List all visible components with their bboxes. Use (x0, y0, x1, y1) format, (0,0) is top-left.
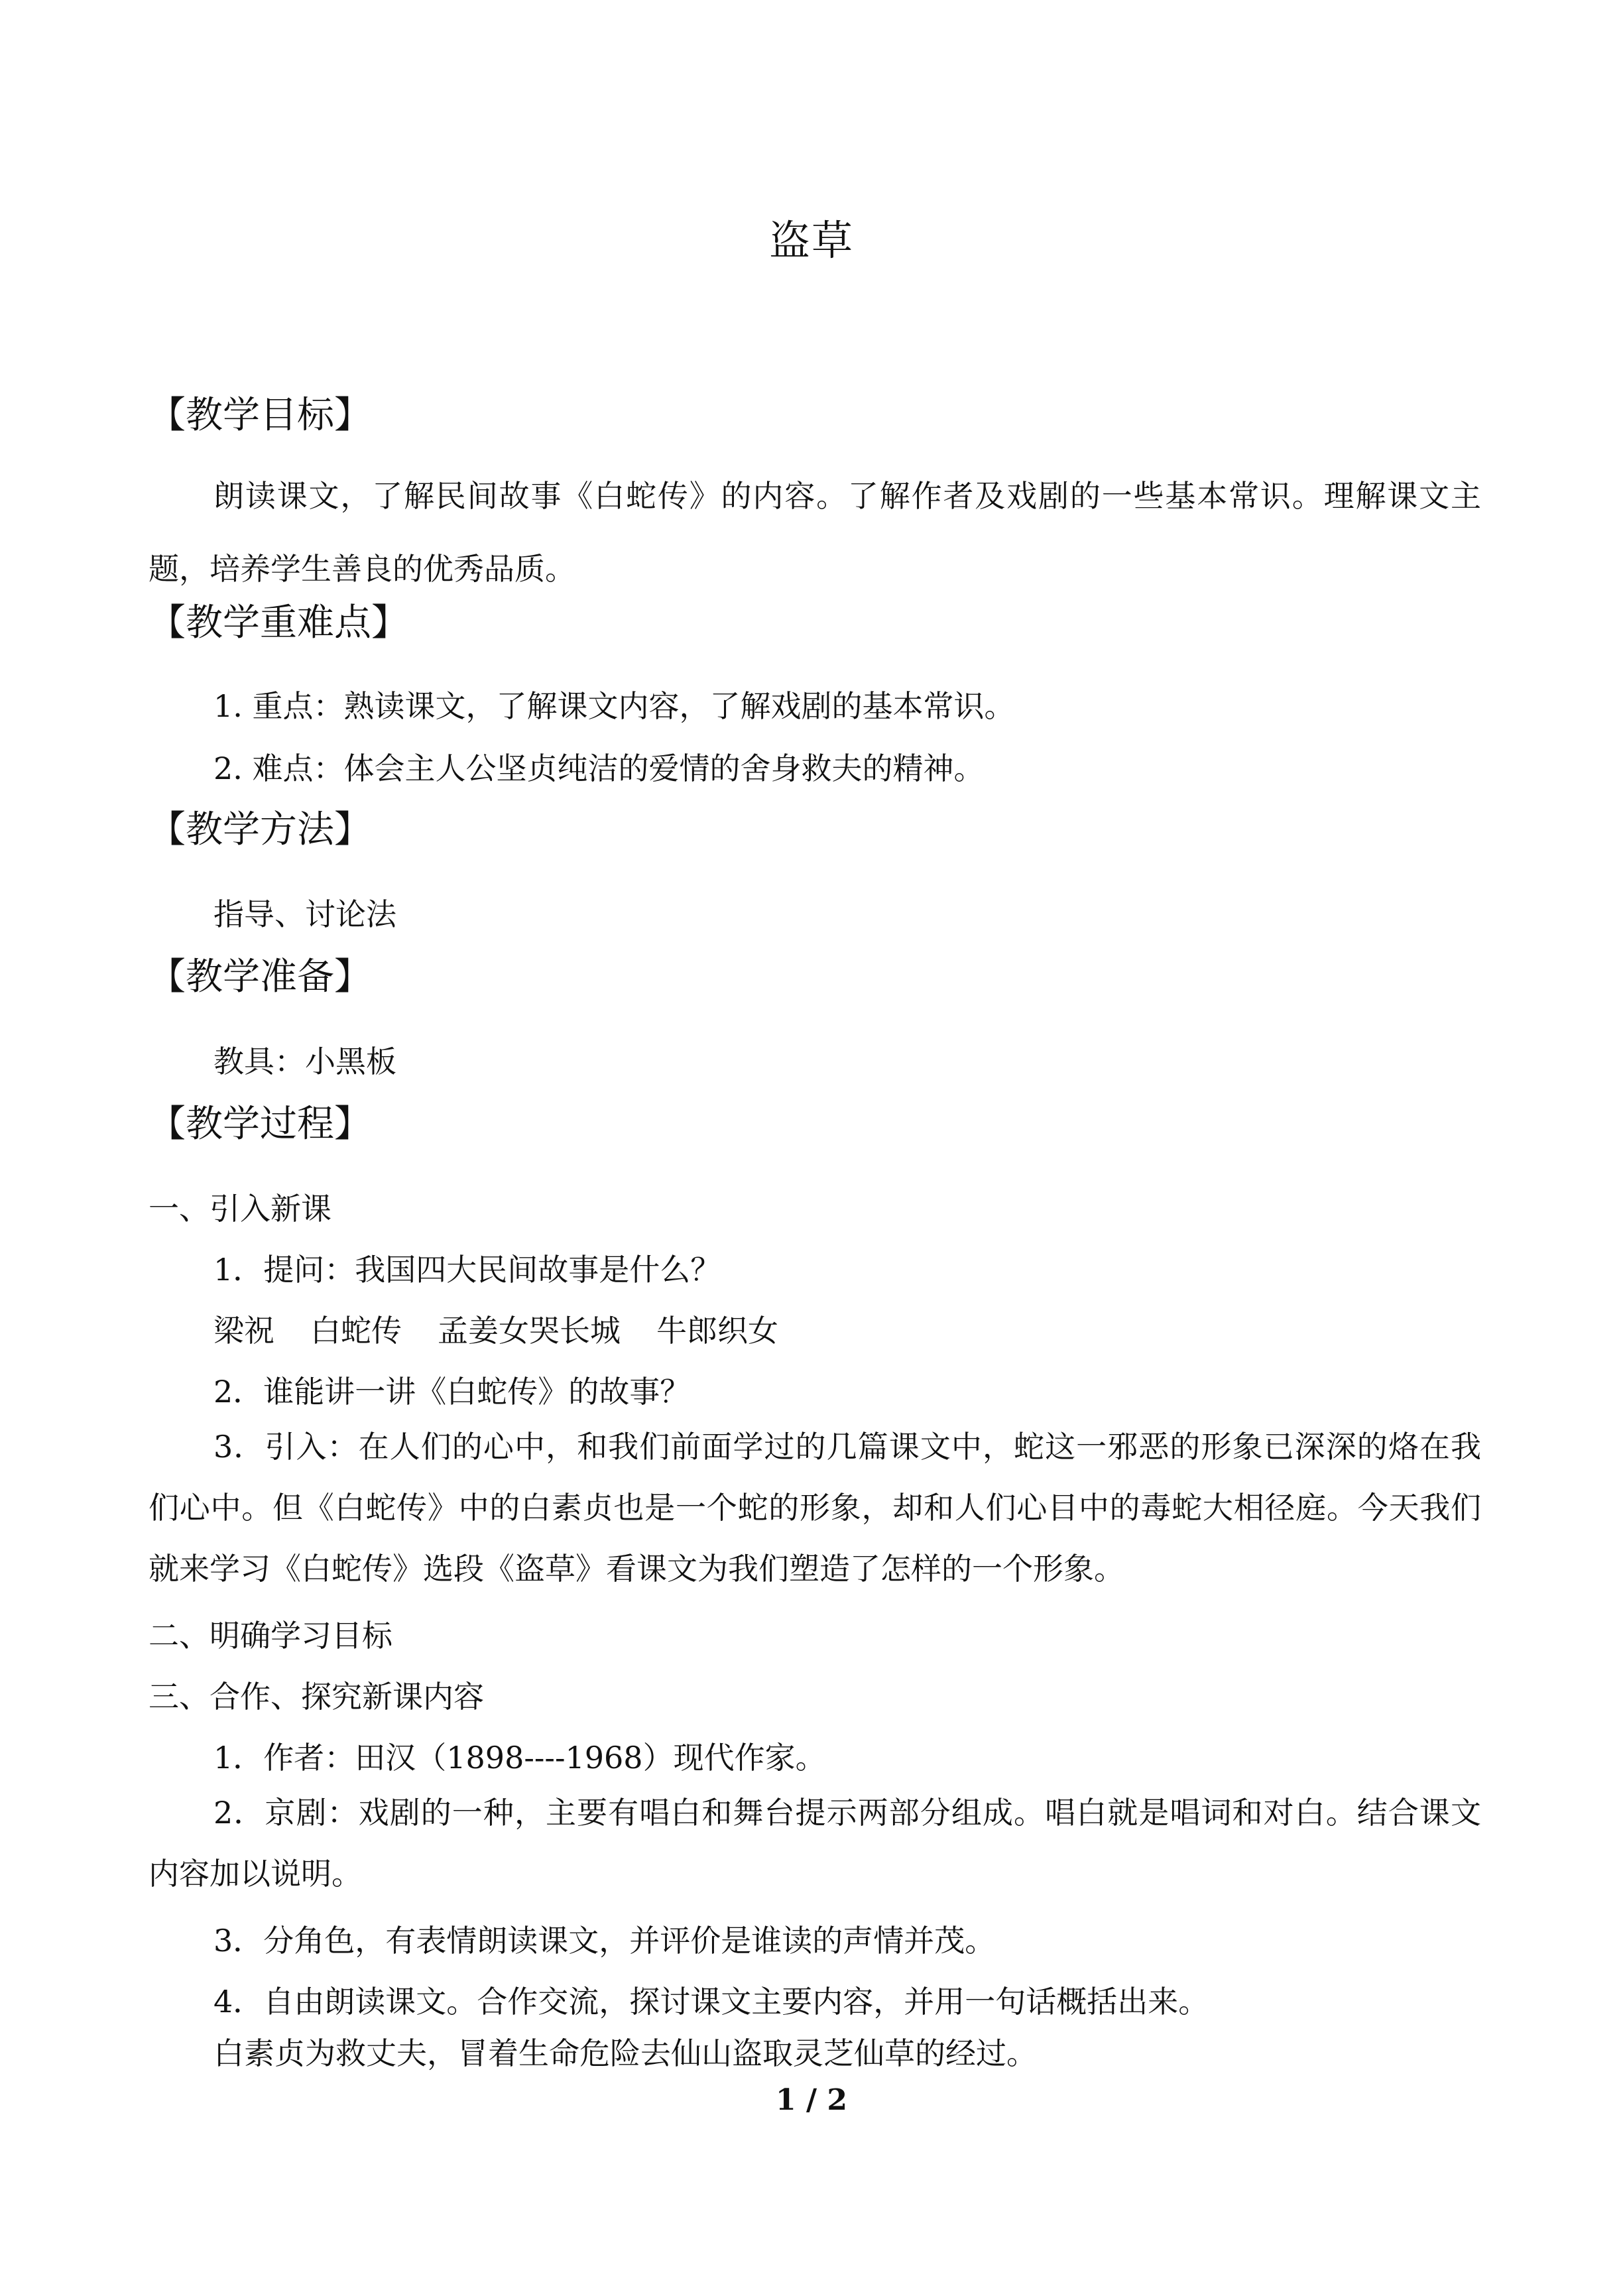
folk-tale-1: 梁祝 (213, 1313, 274, 1349)
heading-teaching-methods: 【教学方法】 (149, 808, 371, 851)
process-part3-item2: 2．京剧：戏剧的一种，主要有唱白和舞台提示两部分组成。唱白就是唱词和对白。结合课文内容加以说明。 (149, 1795, 1481, 1892)
process-part3-item3: 3．分角色，有表情朗读课文，并评价是谁读的声情并茂。 (213, 1923, 996, 1959)
process-part1-q2: 2．谁能讲一讲《白蛇传》的故事？ (213, 1374, 691, 1410)
folk-tale-3: 孟姜女哭长城 (438, 1313, 621, 1349)
process-part1-q1: 1．提问：我国四大民间故事是什么？ (213, 1252, 721, 1288)
process-part3-item1: 1．作者：田汉（1898----1968）现代作家。 (213, 1740, 826, 1776)
heading-teaching-prep: 【教学准备】 (149, 955, 371, 998)
process-part3-summary: 白素贞为救丈夫，冒着生命危险去仙山盗取灵芝仙草的经过。 (213, 2035, 1037, 2071)
keypoint-item-2: 2. 难点：体会主人公坚贞纯洁的爱情的舍身救夫的精神。 (213, 751, 985, 786)
heading-teaching-goals: 【教学目标】 (149, 394, 371, 437)
page-number: 1 / 2 (776, 2083, 847, 2117)
document-title: 盗草 (768, 216, 854, 265)
folk-tale-2: 白蛇传 (310, 1313, 402, 1349)
folk-tale-4: 牛郎织女 (656, 1313, 778, 1349)
prep-text: 教具：小黑板 (213, 1044, 396, 1079)
process-part3-title: 三、合作、探究新课内容 (149, 1679, 484, 1715)
process-part2-title: 二、明确学习目标 (149, 1618, 392, 1654)
four-folk-tales-list (213, 1309, 814, 1353)
process-part3-item4: 4．自由朗读课文。合作交流，探讨课文主要内容，并用一句话概括出来。 (213, 1984, 1209, 2020)
process-part1-q3: 3．引入：在人们的心中，和我们前面学过的几篇课文中，蛇这一邪恶的形象已深深的烙在我们心中。但《白蛇传》中的白素贞也是一个蛇的形象，却和人们心目中的毒蛇大相径庭。今天我们就来学习《白蛇传》选段《盗草》看课文为我们塑造了怎样的一个形象。 (149, 1429, 1481, 1587)
keypoint-item-1: 1. 重点：熟读课文，了解课文内容，了解戏剧的基本常识。 (213, 688, 1015, 724)
methods-text: 指导、讨论法 (213, 896, 396, 932)
goals-paragraph: 朗读课文，了解民间故事《白蛇传》的内容。了解作者及戏剧的一些基本常识。理解课文主题，培养学生善良的优秀品质。 (149, 478, 1481, 587)
heading-key-points: 【教学重难点】 (149, 601, 408, 644)
process-part1-title: 一、引入新课 (149, 1191, 331, 1227)
heading-teaching-process: 【教学过程】 (149, 1103, 371, 1146)
